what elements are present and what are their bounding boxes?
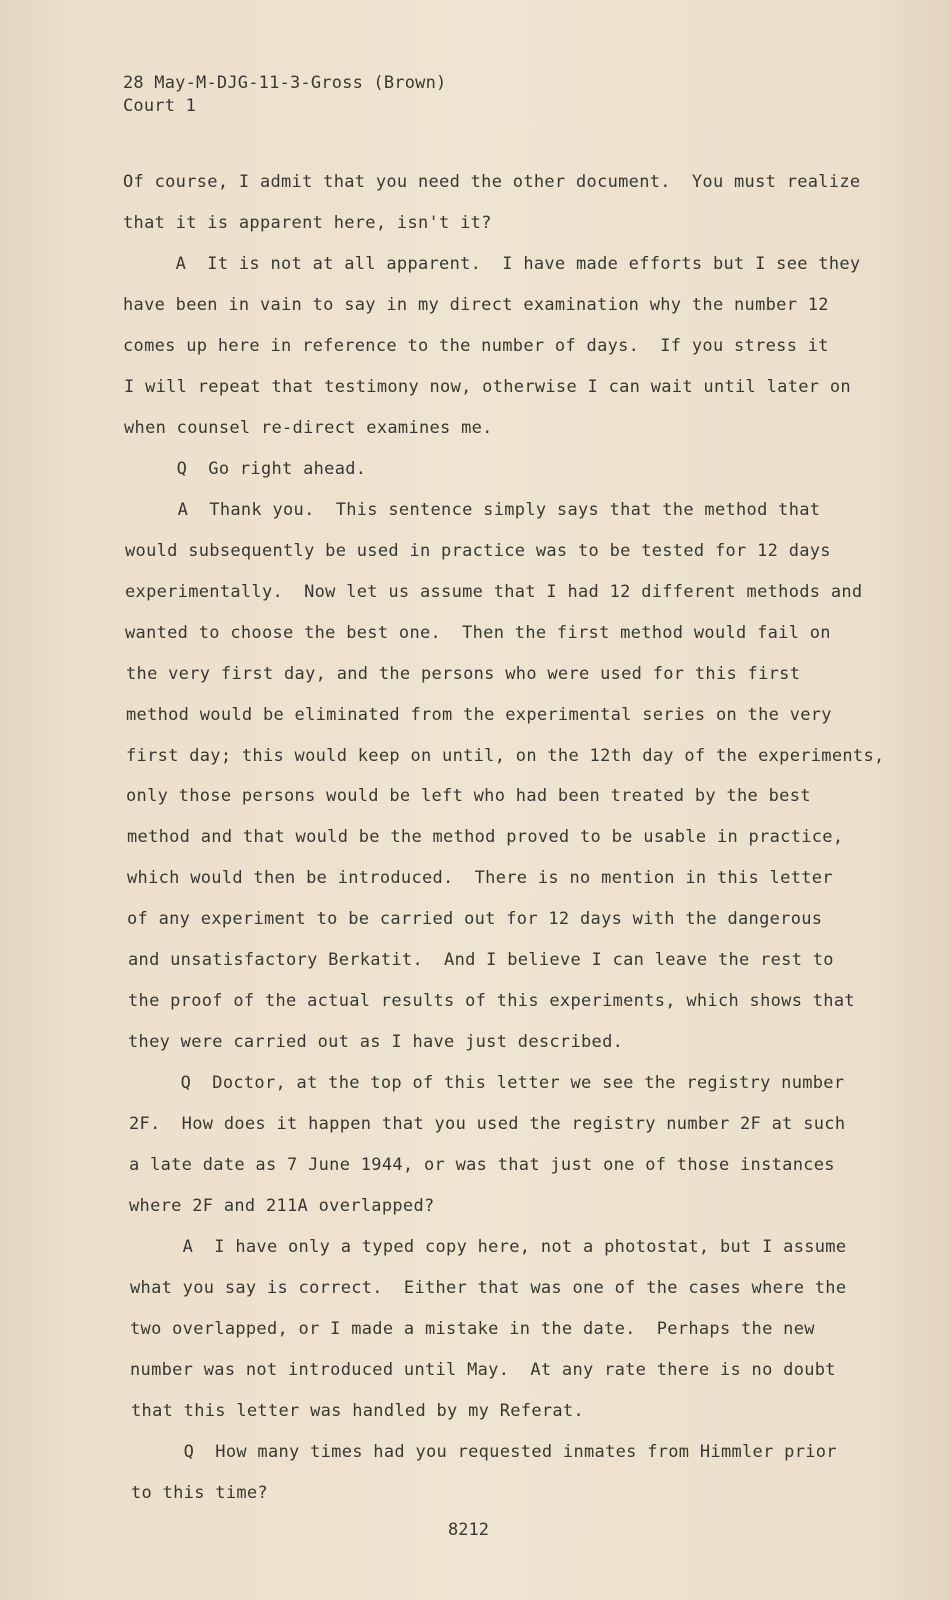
text-line: A It is not at all apparent. I have made efforts but I see they xyxy=(123,254,861,274)
text-line: that this letter was handled by my Referat. xyxy=(131,1401,584,1421)
text-line: method would be eliminated from the experimental series on the very xyxy=(126,705,832,725)
text-line: two overlapped, or I made a mistake in the date. Perhaps the new xyxy=(130,1319,815,1339)
text-line: when counsel re-direct examines me. xyxy=(124,418,493,438)
page-number: 8212 xyxy=(448,1520,489,1540)
text-line: comes up here in reference to the number of days. If you stress it xyxy=(123,336,829,356)
text-line: the very first day, and the persons who were used for this first xyxy=(126,664,801,684)
text-line: experimentally. Now let us assume that I had 12 different methods and xyxy=(125,582,863,602)
text-line: A I have only a typed copy here, not a photostat, but I assume xyxy=(130,1237,847,1257)
header-court: Court 1 xyxy=(123,96,197,116)
text-line: that it is apparent here, isn't it? xyxy=(123,213,492,233)
text-line: and unsatisfactory Berkatit. And I believe I can leave the rest to xyxy=(128,950,834,970)
text-line: what you say is correct. Either that was one of the cases where the xyxy=(130,1278,847,1298)
text-line: A Thank you. This sentence simply says that the method that xyxy=(125,500,821,520)
text-line: where 2F and 211A overlapped? xyxy=(129,1196,435,1216)
text-line: Q Doctor, at the top of this letter we see the registry number xyxy=(128,1073,845,1093)
header-case-reference: 28 May-M-DJG-11-3-Gross (Brown) xyxy=(123,73,447,93)
document-header xyxy=(123,72,446,118)
text-line: first day; this would keep on until, on the 12th day of the experiments, xyxy=(126,746,885,766)
text-line: only those persons would be left who had been treated by the best xyxy=(126,786,811,806)
text-line: I will repeat that testimony now, otherwise I can wait until later on xyxy=(124,377,851,397)
text-line: Q How many times had you requested inmates from Himmler prior xyxy=(131,1442,837,1462)
text-line: have been in vain to say in my direct examination why the number 12 xyxy=(123,295,829,315)
text-line: number was not introduced until May. At any rate there is no doubt xyxy=(130,1360,836,1380)
text-line: to this time? xyxy=(131,1483,268,1503)
text-line: Q Go right ahead. xyxy=(124,459,367,479)
text-line: the proof of the actual results of this experiments, which shows that xyxy=(128,991,855,1011)
text-line: 2F. How does it happen that you used the registry number 2F at such xyxy=(129,1114,846,1134)
text-line: a late date as 7 June 1944, or was that just one of those instances xyxy=(129,1155,835,1175)
text-line: would subsequently be used in practice was to be tested for 12 days xyxy=(125,541,831,561)
text-line: method and that would be the method proved to be usable in practice, xyxy=(127,827,844,847)
text-line: Of course, I admit that you need the other document. You must realize xyxy=(123,172,861,192)
text-line: which would then be introduced. There is no mention in this letter xyxy=(127,868,833,888)
text-line: wanted to choose the best one. Then the first method would fail on xyxy=(125,623,831,643)
text-line: they were carried out as I have just described. xyxy=(128,1032,624,1052)
text-line: of any experiment to be carried out for 12 days with the dangerous xyxy=(127,909,823,929)
